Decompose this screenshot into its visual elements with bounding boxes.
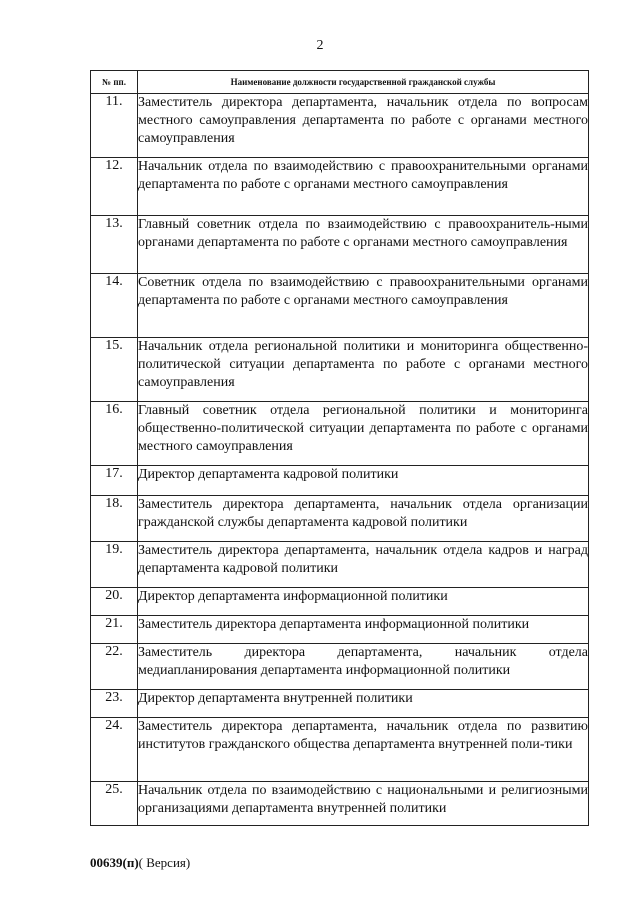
position-name: Главный советник отдела по взаимодействию с правоохранитель-ными органами департамента по работе с органами местного самоуправления bbox=[138, 216, 589, 274]
table-row bbox=[91, 216, 589, 274]
table-row bbox=[91, 782, 589, 826]
table-row bbox=[91, 402, 589, 466]
row-number: 23. bbox=[91, 690, 138, 718]
table-row bbox=[91, 690, 589, 718]
table-row bbox=[91, 158, 589, 216]
header-number: № пп. bbox=[91, 71, 138, 94]
row-number: 18. bbox=[91, 496, 138, 542]
position-name: Начальник отдела по взаимодействию с национальными и религиозными организациями департамента внутренней политики bbox=[138, 782, 589, 826]
position-name: Заместитель директора департамента, начальник отдела кадров и наград департамента кадровой политики bbox=[138, 542, 589, 588]
table-header-row bbox=[91, 71, 589, 94]
header-position-name: Наименование должности государственной гражданской службы bbox=[138, 71, 589, 94]
position-name: Советник отдела по взаимодействию с правоохранительными органами департамента по работе с органами местного самоуправления bbox=[138, 274, 589, 338]
table-row bbox=[91, 466, 589, 496]
position-name: Директор департамента информационной политики bbox=[138, 588, 589, 616]
table-row bbox=[91, 94, 589, 158]
row-number: 20. bbox=[91, 588, 138, 616]
table-row bbox=[91, 616, 589, 644]
row-number: 12. bbox=[91, 158, 138, 216]
row-number: 16. bbox=[91, 402, 138, 466]
position-name: Заместитель директора департамента информационной политики bbox=[138, 616, 589, 644]
row-number: 24. bbox=[91, 718, 138, 782]
position-name: Начальник отдела региональной политики и мониторинга общественно-политической ситуации департамента по работе с органами местного самоуправления bbox=[138, 338, 589, 402]
table-body bbox=[91, 94, 589, 826]
row-number: 15. bbox=[91, 338, 138, 402]
row-number: 19. bbox=[91, 542, 138, 588]
table-row bbox=[91, 338, 589, 402]
row-number: 22. bbox=[91, 644, 138, 690]
position-name: Директор департамента внутренней политики bbox=[138, 690, 589, 718]
position-name: Заместитель директора департамента, начальник отдела организации гражданской службы департамента кадровой политики bbox=[138, 496, 589, 542]
document-code: 00639(п) bbox=[90, 855, 139, 870]
position-name: Заместитель директора департамента, начальник отдела по развитию институтов гражданского общества департамента внутренней поли-тики bbox=[138, 718, 589, 782]
position-name: Директор департамента кадровой политики bbox=[138, 466, 589, 496]
table-row bbox=[91, 542, 589, 588]
table-row bbox=[91, 274, 589, 338]
row-number: 25. bbox=[91, 782, 138, 826]
table-row bbox=[91, 588, 589, 616]
row-number: 13. bbox=[91, 216, 138, 274]
positions-table bbox=[90, 70, 589, 826]
position-name: Главный советник отдела региональной политики и мониторинга общественно-политической ситуации департамента по работе с органами местного самоуправления bbox=[138, 402, 589, 466]
row-number: 11. bbox=[91, 94, 138, 158]
table-row bbox=[91, 496, 589, 542]
position-name: Заместитель директора департамента, начальник отдела медиапланирования департамента информационной политики bbox=[138, 644, 589, 690]
row-number: 21. bbox=[91, 616, 138, 644]
position-name: Заместитель директора департамента, начальник отдела по вопросам местного самоуправления департамента по работе с органами местного самоуправления bbox=[138, 94, 589, 158]
row-number: 17. bbox=[91, 466, 138, 496]
row-number: 14. bbox=[91, 274, 138, 338]
document-version: ( Версия) bbox=[138, 855, 191, 870]
table-row bbox=[91, 718, 589, 782]
table-row bbox=[91, 644, 589, 690]
footer bbox=[90, 855, 190, 871]
position-name: Начальник отдела по взаимодействию с правоохранительными органами департамента по работе с органами местного самоуправления bbox=[138, 158, 589, 216]
page-number: 2 bbox=[316, 38, 324, 53]
